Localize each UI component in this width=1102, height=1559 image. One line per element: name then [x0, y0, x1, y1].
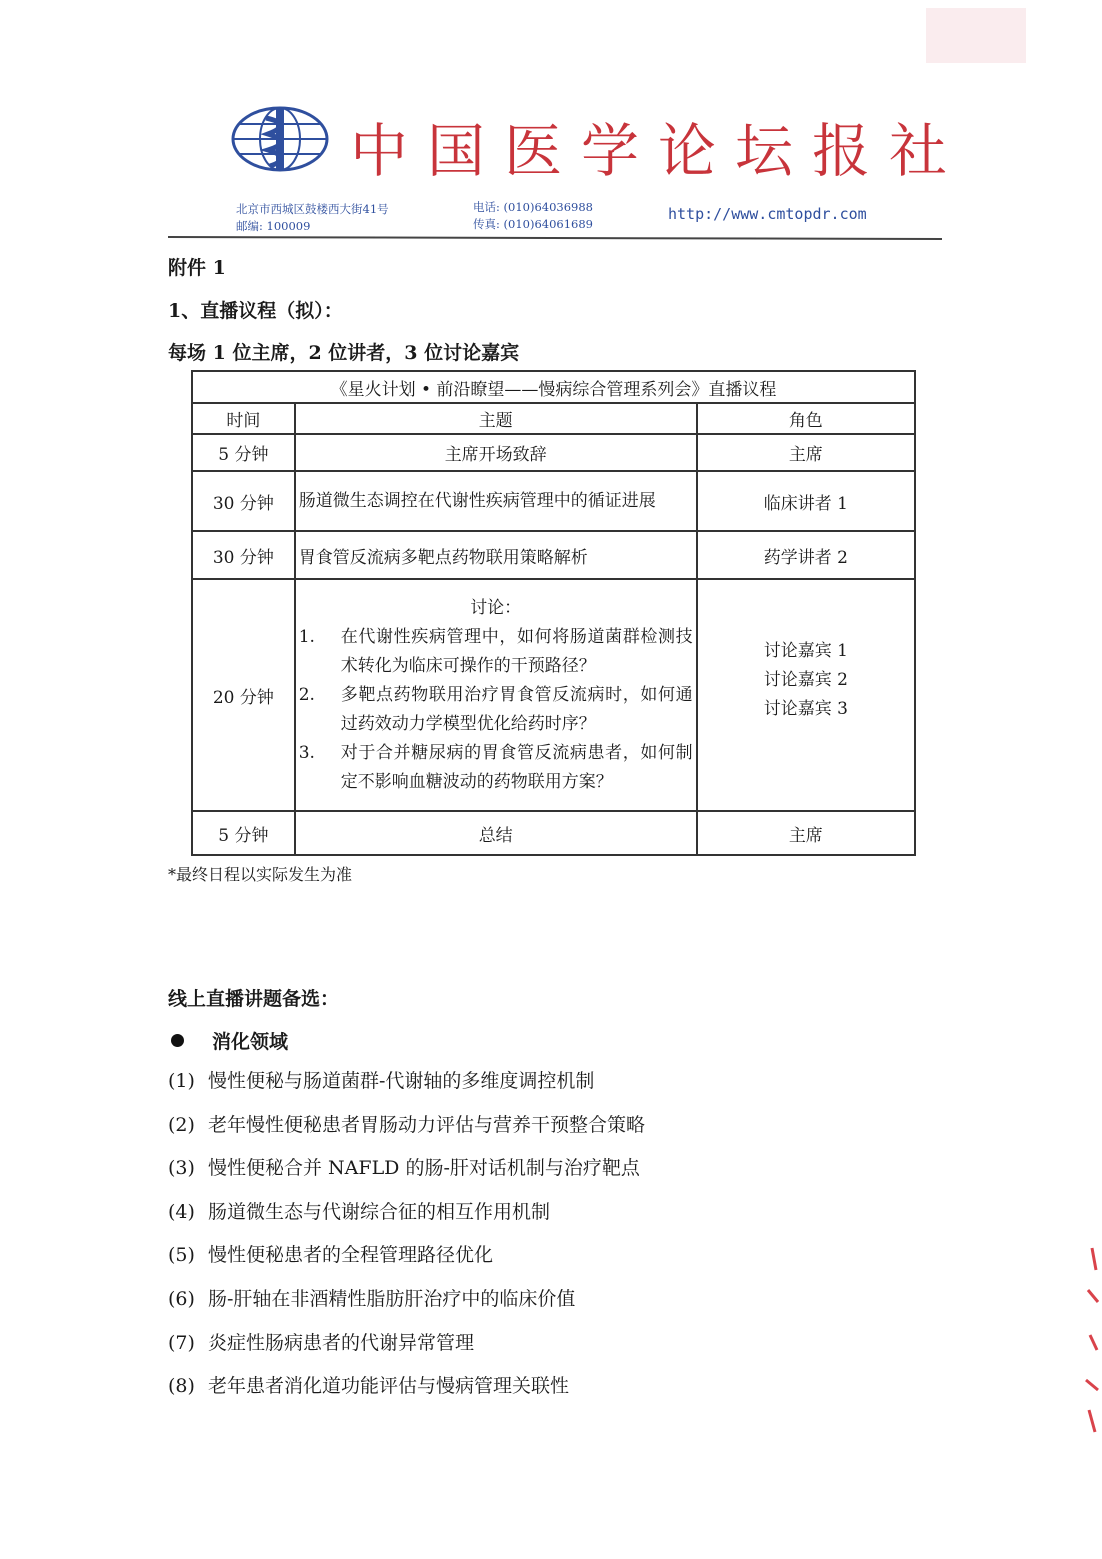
- question-text: 在代谢性疾病管理中，如何将肠道菌群检测技术转化为临床可操作的干预路径？: [340, 626, 693, 676]
- letterhead-divider: [168, 236, 942, 240]
- question-number: 1.: [298, 626, 315, 647]
- discussion-label: 讨论：: [470, 597, 522, 618]
- row-time: 5 分钟: [192, 811, 295, 855]
- row-topic: 胃食管反流病多靶点药物联用策略解析: [295, 531, 697, 579]
- topic-list: [168, 1067, 645, 1416]
- list-item: [168, 1154, 645, 1198]
- row-role: 药学讲者 2: [697, 531, 915, 579]
- role-guest: 讨论嘉宾 3: [763, 698, 848, 719]
- list-item: [168, 1241, 645, 1285]
- org-name: 中国医学论坛报社: [350, 117, 967, 185]
- topic-text: 老年患者消化道功能评估与慢病管理关联性: [208, 1375, 570, 1398]
- question-text: 多靶点药物联用治疗胃食管反流病时，如何通过药效动力学模型优化给药时序？: [340, 684, 693, 734]
- list-item: [168, 1111, 645, 1155]
- row-time: 20 分钟: [192, 579, 295, 811]
- row-topic: 总结: [295, 811, 697, 855]
- list-item: [168, 1198, 645, 1242]
- agenda-title: 《星火计划 • 前沿瞭望——慢病综合管理系列会》直播议程: [192, 371, 915, 403]
- topic-number: (1): [168, 1070, 195, 1092]
- topic-number: (7): [168, 1331, 195, 1354]
- row-role: 临床讲者 1: [697, 471, 915, 531]
- row-time: 30 分钟: [192, 531, 295, 579]
- org-postcode: 邮编: 100009: [236, 219, 311, 233]
- row-time: 5 分钟: [192, 434, 295, 471]
- role-guest: 讨论嘉宾 1: [763, 640, 848, 661]
- topic-text: 炎症性肠病患者的代谢异常管理: [208, 1331, 475, 1354]
- topic-number: (3): [168, 1157, 195, 1180]
- list-item: [168, 1067, 645, 1111]
- header-time: 时间: [192, 403, 295, 434]
- table-row: [192, 811, 915, 855]
- agenda-heading: 1、直播议程（拟）：: [168, 300, 343, 322]
- row-topic: 主席开场致辞: [295, 434, 697, 471]
- row-role: 主席: [697, 434, 915, 471]
- topic-number: (5): [168, 1244, 195, 1267]
- list-item: [299, 739, 693, 797]
- topic-text: 慢性便秘合并 NAFLD 的肠-肝对话机制与治疗靶点: [208, 1157, 640, 1180]
- topic-number: (6): [168, 1287, 195, 1310]
- agenda-header-row: [192, 403, 915, 434]
- schedule-note: *最终日程以实际发生为准: [168, 865, 353, 884]
- red-seal-edge: [1078, 1240, 1102, 1440]
- domain-bullet: [168, 1027, 288, 1054]
- topic-number: (4): [168, 1200, 195, 1223]
- faint-stamp-mark: [926, 8, 1026, 63]
- row-topic: 肠道微生态调控在代谢性疾病管理中的循证进展: [295, 471, 697, 531]
- row-time: 30 分钟: [192, 471, 295, 531]
- role-guest: 讨论嘉宾 2: [763, 669, 848, 690]
- topic-text: 肠道微生态与代谢综合征的相互作用机制: [208, 1200, 551, 1223]
- list-item: [168, 1285, 645, 1329]
- org-phone: 电话: (010)64036988: [473, 200, 593, 214]
- agenda-title-row: [192, 371, 915, 403]
- question-text: 对于合并糖尿病的胃食管反流病患者，如何制定不影响血糖波动的药物联用方案？: [340, 742, 693, 792]
- discussion-cell: [295, 579, 697, 811]
- topics-heading: 线上直播讲题备选：: [168, 988, 340, 1010]
- discussion-questions: [299, 623, 693, 797]
- topic-text: 慢性便秘与肠道菌群-代谢轴的多维度调控机制: [208, 1070, 595, 1092]
- org-fax: 传真: (010)64061689: [473, 217, 593, 231]
- topic-text: 慢性便秘患者的全程管理路径优化: [208, 1244, 494, 1267]
- topic-number: (8): [168, 1375, 195, 1398]
- table-row: [192, 471, 915, 531]
- list-item: [299, 681, 693, 739]
- org-contact-block: [473, 199, 593, 233]
- question-number: 2.: [298, 684, 315, 705]
- list-item: [168, 1329, 645, 1373]
- bullet-dot-icon: [171, 1034, 184, 1047]
- topic-text: 老年慢性便秘患者胃肠动力评估与营养干预整合策略: [208, 1113, 646, 1136]
- org-website-link[interactable]: http://www.cmtopdr.com: [668, 205, 867, 223]
- discussion-row: [192, 579, 915, 811]
- discussion-roles: [697, 579, 915, 811]
- header-topic: 主题: [295, 403, 697, 434]
- org-address: 北京市西城区鼓楼西大街41号: [236, 202, 389, 216]
- org-address-block: [236, 201, 389, 235]
- table-row: [192, 531, 915, 579]
- row-role: 主席: [697, 811, 915, 855]
- table-row: [192, 434, 915, 471]
- header-role: 角色: [697, 403, 915, 434]
- topic-text: 肠-肝轴在非酒精性脂肪肝治疗中的临床价值: [208, 1287, 576, 1310]
- domain-label: 消化领域: [212, 1031, 289, 1053]
- question-number: 3.: [298, 742, 315, 763]
- list-item: [168, 1372, 645, 1416]
- attachment-label: 附件 1: [168, 257, 226, 279]
- caduceus-globe-icon: [230, 104, 330, 174]
- agenda-table: [191, 370, 916, 856]
- format-line: 每场 1 位主席，2 位讲者，3 位讨论嘉宾: [168, 342, 520, 364]
- list-item: [299, 623, 693, 681]
- topic-number: (2): [168, 1113, 195, 1136]
